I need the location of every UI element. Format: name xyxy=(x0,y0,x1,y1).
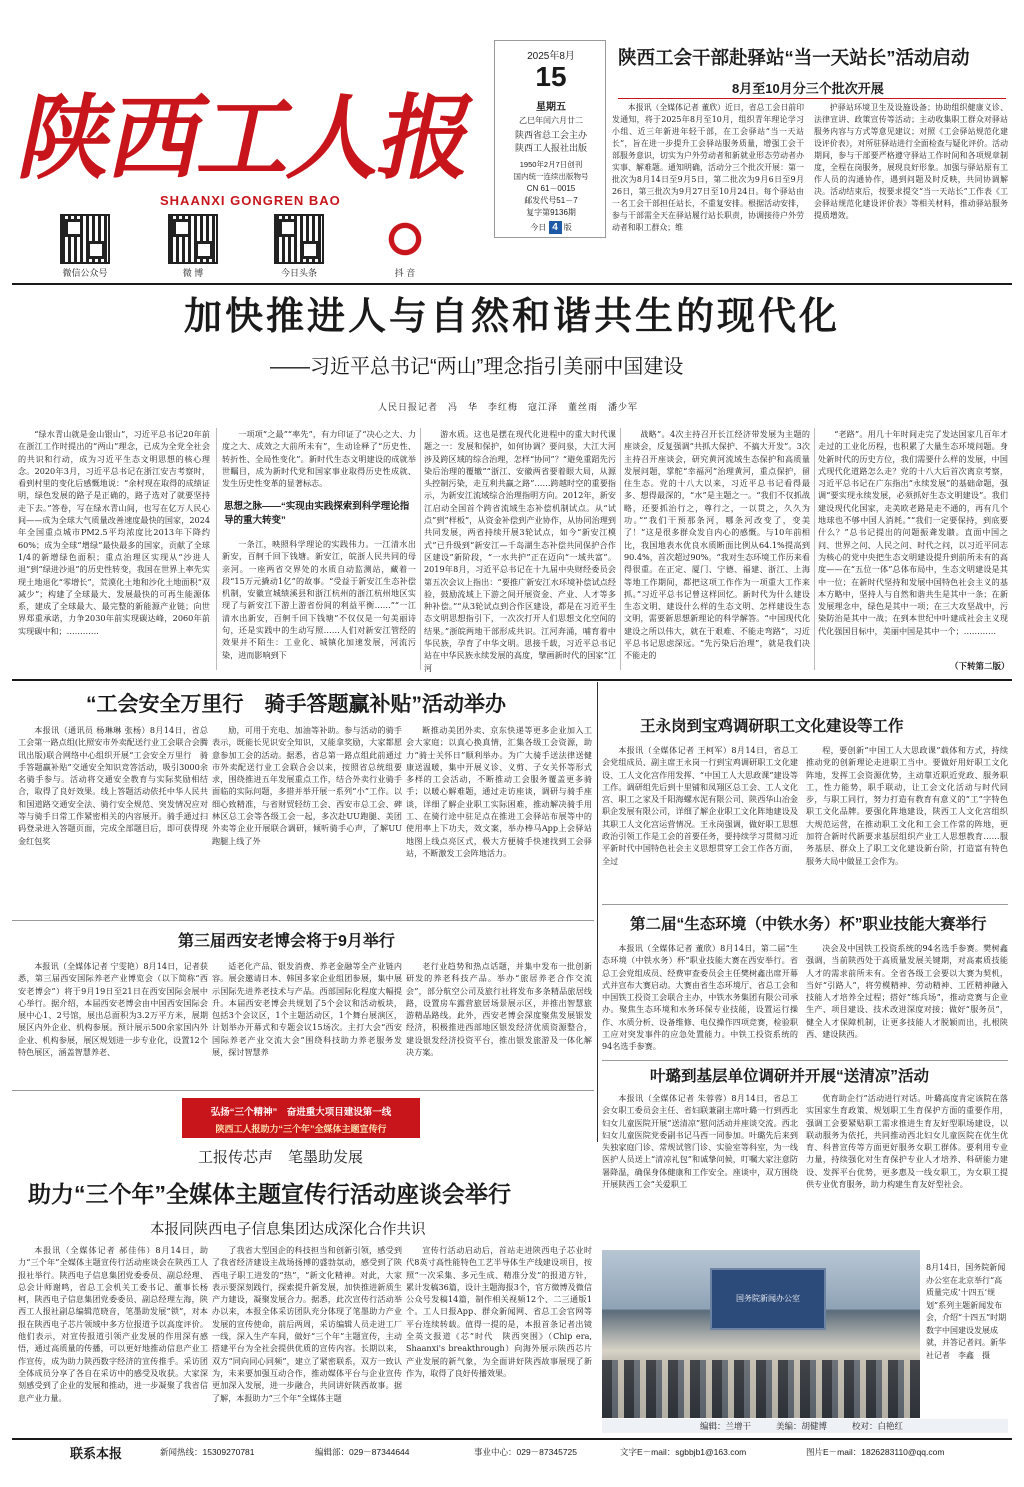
ye-story-column: 本报讯（全媒体记者 朱蓉蓉）8月14日，省总工会女职工委员会主任、省妇联兼副主席叶璐一行到西北妇女儿童医院开展“送清凉”慰问活动并座谈交流。西北妇女儿童医院党委副书记马西一同参加。叶璐先后来到失独家庭门诊、常规试管门诊、实验室等科室，为一线医护人员送上“清凉礼包”和诚挚问候，叮嘱大家注意防暑降温，确保身体健康和工作安全。座谈中，双方围绕开展陕西工会“关爱职工 xyxy=(602,1093,798,1190)
publisher: 陕西工人报社出版 xyxy=(514,143,587,153)
issue-day: 15 xyxy=(535,61,567,92)
lead-headline[interactable]: 加快推进人与自然和谐共生的现代化 xyxy=(183,296,840,338)
footer-hotline[interactable]: 新闻热线：15309270781 xyxy=(160,1447,255,1457)
ride-story-headline[interactable]: “工会安全万里行 骑手答题赢补贴”活动举办 xyxy=(86,693,506,716)
masthead-english: SHAANXI GONGREN BAO xyxy=(160,193,341,208)
issue-weekday: 星期五 xyxy=(536,102,566,113)
masthead-title: 陕西工人报 xyxy=(10,84,484,192)
issn-label: 国内统一连续出版物号 xyxy=(513,172,589,181)
ye-story-column: 优育助企行”活动进行对话。叶璐高度肯定该院在落实国家生育政策、规划职工生育保护方面的重要作用，强调工会要紧贴职工需求推进生育友好型职场建设，以联动服务为依托，共同推动西北妇女儿童医院在优生优育、科普宣传等方面更好服务女职工群体。要利用专业力量，持续强化对生育保护专业人才培养、科研能力建设、发挥平台优势，更多惠及一线女职工，为女职工提供专业优育服务，助力构建生育友好型社会。 xyxy=(806,1093,1008,1190)
press-conference-photo[interactable] xyxy=(602,1250,920,1418)
ride-story-column: 本报讯（通讯员 杨琳琳 张杨）8月14日，省总工会第一路点组(比照安市外卖配送行业工会联合会腾讯出版)联合网络中心组织开展“工会安全万里行 骑手答题赢补贴”交通安全知识竞答活动，吸引3000余名骑手参与。活动将交通安全教育与实际奖励相结合，取得了良好效果。线上答题活动依托中华人民共和国道路交通安全法、骑行安全规范、突发情况应对等与骑手日常工作紧密相关的内容展开。骑手通过扫码登录进入答题页面，完成全部题目后，即可获得现金红包奖 xyxy=(18,725,208,846)
forum-story-column: 宣传行活动启动后，首站走进陕西电子芯业时代8英寸高性能特色工艺半导体生产线建设项目，按照“一次采集、多元生成、精准分发”的报道方针，累计发稿36篇，设计主题海报3个，官方微博及微信公众号发稿14篇，制作相关视频12个、二三通版1个。工人日报App、群众新闻网、省总工会官网等平台连续转载。值得一提的是，本报首条记者出镜全英文报道《芯”时代 陕西突围》（Chip era, Shaanxi's breakthrough）向海外展示陕西芯片产业发展的新气象，为全面讲好陕西故事展现了新作为，取得了良好传播效果。 xyxy=(406,1245,592,1378)
forum-story-column: 本报讯（全媒体记者 郝佳伟）8月14日，助力“三个年”全媒体主题宣传行活动座谈会在陕西工人报社举行。陕西电子信息集团党委委员、副总经理、总会计师谢鸣，省总工会机关工委书记、董事长杨柯，陕西电子信息集团党委委员、副总经理左海，陕西工人报社副总编辑范晓音，笔墨助发展“锁”，对本报在陕西电子芯片领域中多方位报道予以高度评价。他们表示，对宣传报道引领产业发展的作用深有感悟，通过高质量的传播，可以更好地推动信息产业工作宣传，成为助力陕西数字经济的宣传推手。采访团全体成员分享了各自在采访中的感受及收获。大家深刻感受到了企业的发展和推动，进一步凝聚了我省信息产业力量。 xyxy=(18,1245,208,1403)
page-count-suffix: 版 xyxy=(563,223,572,232)
screen-backdrop: 国务院新闻办公室 xyxy=(710,1268,826,1330)
qr-label: 抖 音 xyxy=(394,268,416,278)
ride-story-column: 断推动美团外卖、京东快递等更多企业加入工会大家庭；以真心换真情，汇集各级工会资源，助力“骑士关怀日”顺利举办。为广大骑手送法律送健康送温暖，集中开展义诊、义剪、子女关怀等形式多样的工会活动，不断推动工会服务覆盖更多骑手；以暖心解难题，通过走访座谈，调研与骑手座谈，详细了解企业职工实际困难，推动解决骑手用工、在骑行途中驻足点在推进工会驿站布展等中的使用率上下功夫，效文案，举办棒马App上会驿站地图上线点亮区式，极大方便骑手快速找到工会驿站，不断激发工会阵地活力。 xyxy=(406,725,592,858)
qr-label: 微 博 xyxy=(182,268,204,278)
founded-date: 1950年2月7日创刊 xyxy=(519,160,583,169)
campaign-banner-line: 陕西工人报助力“三个年”全媒体主题宣传行 xyxy=(215,1124,387,1134)
eco-story-column: 本报讯（全媒体记者 董欣）8月14日，第二届“生态环境（中铁水务）杯”职业技能大赛在西安举行。省总工会党组成员、经费审查委员会主任樊树鑫出席开幕式并宣布大赛启动。大赛由省生态环境厅、省总工会和中国铁工投资工会联合主办，中铁水务集团有限公司承办。聚焦生态环境和水务环保专业技能，设置运行操作、水质分析、设备维修、电仪操作四项竞赛，检验职工应对突发事件的应急处置能力。中铁工投资系统的94名选手参赛。 xyxy=(602,943,798,1052)
proofreader-credit: 校对：白艳红 xyxy=(852,1421,904,1431)
footer-business-phone[interactable]: 事业中心：029－87345725 xyxy=(474,1447,578,1457)
ye-story-headline[interactable]: 叶璐到基层单位调研并开展“送清凉”活动 xyxy=(650,1068,930,1085)
lead-section-quote: 思想之脉——“实现由实践探索到科学理论指导的重大转变” xyxy=(224,501,410,526)
top-story-headline[interactable]: 陕西工会干部赴驿站“当一天站长”活动启动 xyxy=(618,47,970,68)
footer-editorial-phone[interactable]: 编辑部：029－87344644 xyxy=(315,1447,410,1457)
lead-byline: 人民日报记者 冯 华 李红梅 寇江泽 董丝雨 潘少军 xyxy=(378,403,639,413)
forum-kicker: 工报传芯声 笔墨助发展 xyxy=(198,1149,364,1166)
eco-story-headline[interactable]: 第二届“生态环境（中铁水务）杯”职业技能大赛举行 xyxy=(630,916,987,933)
weibo-qr-code[interactable] xyxy=(168,214,218,264)
postal-code: 邮发代号51－7 xyxy=(524,196,578,205)
expo-story-column: 本报讯（全媒体记者 宁雯艳）8月14日，记者获悉，第三届西安国际养老产业博览会（以下简称“西安老博会”）将于9月19日至21日在西安国际会展中心举行。据介绍，本届西安老博会由中国西安国际会展中心1、2号馆，展出总面积为3.2万平方米，展期展区内外企业、机构参展。预计展示500余家国内外企业、机构参展，展区规划进一步专业化，设置12个特色展区，涵盖智慧养老、 xyxy=(18,961,208,1058)
qr-label: 微信公众号 xyxy=(62,268,108,278)
wang-story-column: 程，要创新“中国工人大思政课”载体和方式，持续推动党的创新理论走进职工当中。要做好用好职工文化阵地，发挥工会资源优势，主动靠近职近党政、服务职工，性力能势，职手联动，让工会文化活动与时代同步，与职工同行，努力打造有教育有意义的“工”字特色职工文化品牌。要强化阵地建设，陕西工人文化宫组织大规范运营，在推动职工文化和工会工作常的阵地，更加符合新时代新要求基层组织产业工人思想教育……服务基层、群众上了职工文化建设新台阶，打造富有特色服务大局中做显工会作为。 xyxy=(806,745,1008,866)
campaign-banner[interactable] xyxy=(182,1098,420,1138)
toutiao-qr-code[interactable] xyxy=(274,214,324,264)
footer-photo-email[interactable]: 图片E－mail：1826283110@qq.com xyxy=(806,1447,945,1457)
lead-column-4: 战略”。4次主持召开长江经济带发展为主题的座谈会，反复强调“共抓大保护、不搞大开发”。3次主持召开座谈会，研究黄河流域生态保护和高质量发展问题，掌舵“幸福河”治理黄河，重点保护，留住生态。党的十八大以来，习近平总书记看得最多、想得最深的，“水”是主题之一。“我们不仅抓战略，还要抓治行之，尊行之，一以贯之，久久为功。”“我们干预那条河，哪条河改变了，变美了！”这是很多群众发自内心的感慨。与10年前相比，我国地表水优良水质断面比例从64.1%提高到90.4%，首次超过90%。“我对生态环境工作历来看得很重。在正定、厦门、宁德、福建、浙江、上海等地工作期间，都把这项工作作为一项重大工作来抓。”习近平总书记曾这样回忆。新时代为什么建设生态文明、建设什么样的生态文明、怎样建设生态文明，需要新思想新理论的科学解答。“中国现代化建设之所以伟大，就在于艰难、不能走弯路”，习近平总书记思虑深远。“先污染后治理”，就是我们决不能走的 xyxy=(624,429,810,661)
lead-column-3: 游水质。这也是摆在现代化进程中的重大时代课题之一：发展和保护，如何协调？要问泉，大江大河涉及跨区域的综合治理，怎样“协同”？“避免重蹈先污染后治理的覆辙”“浙江、安徽两省要着眼大局，从源头控制污染，走互利共赢之路”……跨越时空的重要指示，为新安江流域综合治理指明方向。2012年，新安江启动全国首个跨省流域生态补偿机制试点。从“试点”到“样板”，从资金补偿到产业协作，从协同治理到共同发展，两省持续开展3轮试点，如今“新安江模式”已升级到“新安江—千岛湖生态补偿共同保护合作区建设”新阶段，“一水共护”正在迈向“一域共富”。2019年8月，习近平总书记在十九届中央财经委员会第五次会议上指出：“要推广新安江水环境补偿试点经验，鼓励流域上下游之间开展资金、产业、人才等多种补偿。”“从3轮试点到合作区建设，都是在习近平生态文明思想指引下，一次次打开人们思想文化空间的结果。”浙皖两地干部形成共识。江河奔涌，哺育着中华民族，孕育了中华文明。思接千载，习近平总书记站在中华民族永续发展的高度，擘画新时代的国家“江河 xyxy=(424,429,616,672)
lead-column-2: 一项项“之最”“率先”，有力印证了“决心之大、力度之大、成效之大前所未有”，生动诠释了“历史性、转折性、全局性变化”。新时代生态文明建设的成就举世瞩目，成为新时代党和国家事业取得历史性成就、发生历史性变革的显著标志。 xyxy=(222,429,416,489)
audience-silhouettes xyxy=(602,1360,920,1418)
forum-story-headline[interactable]: 助力“三个年”全媒体主题宣传行活动座谈会举行 xyxy=(28,1181,511,1207)
lead-column-2b: 一条江，映照科学理论的实践伟力。一江清水出新安，百舸千回下钱塘。新安江，皖浙人民共同的母亲河。一座两省交界处的水质自动监测站，藏着一段“15万元撬动1亿”的故事。“受益于新安江生态补偿机制，安徽宣城绩溪县和浙江杭州的浙江杭州地区实现了与新安江下游上游省份间的利益平衡……”“一江清水出新安，百舸千回下钱塘”不仅仅是一句美丽诗句，还是实践中的生动写照……人们对新安江管经的效果并不陌生：工业化、城镇化加速发展，河流污染，进而影响到下 xyxy=(222,539,416,660)
editor-credits xyxy=(602,1419,1008,1433)
wang-story-headline[interactable]: 王永岗到宝鸡调研职工文化建设等工作 xyxy=(640,718,904,735)
expo-story-headline[interactable]: 第三届西安老博会将于9月举行 xyxy=(178,933,395,950)
wechat-qr-code[interactable] xyxy=(60,214,110,264)
photo-caption: 8月14日，国务院新闻办公室在北京举行“高质量完成‘十四五’规划”系列主题新闻发布会，介绍“十四五”时期数字中国建设发展成就，并答记者问。新华社记者 李鑫 摄 xyxy=(926,1263,1007,1360)
eco-story-column: 决会及中国铁工投资系统的94名选手参赛。樊树鑫强调，当前陕西处于高质量发展关键期，对高素质技能人才的需求前所未有。全省各级工会要以大赛为契机，当好“引路人”，将劳模精神、劳动精神、工匠精神融入技能人才培养全过程；搭好“练兵场”，推动竞赛与企业生产、项目建设、技术改进深度对接；做好“服务员”，健全人才保障机制，让更多技能人才脱颖而出，扎根陕西、建设陕西。 xyxy=(806,943,1008,1040)
footer-text-email[interactable]: 文字E－mail：sgbbjb1@163.com xyxy=(620,1447,747,1457)
ride-story-column: 励，可用于充电、加油等补助。参与活动的骑手表示，既能长见识安全知识，又能拿奖励，大家都愿意参加工会的活动。据悉，省总第一路点组此前通过市外卖配送行业工会联合会以来，按照省总统组要求，围绕推进五年发展重点工作，结合外卖行业骑手面临的实际问题，多措并举开展一系列“小”工作。以细心致精准，与省财贸轻纺工会、西安市总工会、碑林区总工会等各级工会一起，多次赴UU跑腿、美团外卖等企业开展联合调研，倾听骑手心声，了解UU跑腿上线了外 xyxy=(212,725,402,846)
douyin-logo[interactable] xyxy=(380,214,430,264)
lunar-date: 乙巳年闰六月廿二 xyxy=(519,116,583,125)
lead-column-5: “老路”。用几十年时间走完了发达国家几百年才走过的工业化历程，也积累了大量生态环境问题。身处新时代的历史方位，我们需要什么样的发展，中国式现代化道路怎么走？党的十八大后首次离京考察，习近平总书记在广东指出“永续发展”的基础命题，强调“要实现永续发展，必须抓好生态文明建设”。我们建设现代化国家，走美欧老路是走不通的，再有几个地球也不够中国人消耗。”“我们一定要保持，到底要什么？”总书记提出的问题振聋发聩。直面中国之问、世界之问、人民之问、时代之问，以习近平同志为核心的党中央把生态文明建设提升到前所未有的高度——在“五位一体”总体布局中，生态文明建设是其中一位；在新时代坚持和发展中国特色社会主义的基本方略中，坚持人与自然和谐共生是其中一条；在新发展理念中，绿色是其中一项；在三大攻坚战中，污染防治是其中一战；在到本世纪中叶建成社会主义现代化强国目标中，美丽中国是其中一个；………… xyxy=(818,429,1008,636)
expo-story-column: 适老化产品、银发消费、养老金融等全产业链内容。展会邀请日本、韩国多家企业组团参展，集中展示国际先进养老技术与产品。西部国际化程度大幅提升。本届西安老博会共规划了5个会议和活动板块，包括3个会议区，1个主题活动区，1个舞台展演区，计划举办开幕式和专题会议15场次。主打大会“西安国际养老产业交流大会”围绕科技助力养老服务发展，探讨智慧养 xyxy=(212,961,402,1058)
lead-column-1: “绿水青山就是金山银山”，习近平总书记20年前在浙江工作时提出的“两山”理念，已成为全党全社会的共识和行动，成为习近平生态文明思想的核心理念。2020年3月，习近平总书记在浙江安吉考察时，看到村里的变化后感慨地说：“余村现在取得的成绩证明，绿色发展的路子是正确的，路子选对了就要坚持走下去。”答卷，写在绿水青山间，也写在亿万人民心间——成为全球大气质量改善速度最快的国家，2024年全国重点城市PM2.5平均浓度比2013年下降约60%；成为全球“增绿”最快最多的国家，贡献了全球1/4的新增绿色面积；重点治理区实现从“沙进人退”到“绿进沙退”的历史性转变，我国在世界上率先实现土地退化“零增长”，荒漠化土地和沙化土地面积“双减少”；构建了全球最大、发展最快的可再生能源体系，建成了全球最大、最完整的新能源产业链；向世界郑重承诺，力争2030年前实现碳达峰，2060年前实现碳中和；………… xyxy=(18,429,210,636)
art-editor-credit: 美编：胡健博 xyxy=(776,1421,828,1431)
editor-credit: 编辑：兰增干 xyxy=(700,1421,752,1431)
continued-notice[interactable]: （下转第二版） xyxy=(950,661,1010,671)
lead-subhead: ——习近平总书记“两山”理念指引美丽中国建设 xyxy=(270,356,684,378)
page-count xyxy=(495,221,607,234)
page-count-number: 4 xyxy=(549,221,562,234)
page-count-prefix: 今日 xyxy=(530,223,547,232)
top-story-column: 本报讯（全媒体记者 董欣）近日，省总工会日前印发通知，将于2025年8月至10月，组织青年理论学习小组、近三年新进年轻干部，在工会驿站“当一天站长”，旨在进一步提升工会驿站服务质量，增强工会干部服务意识，切实为户外劳动者和新就业形态劳动者办实事、解难题。通知明确，活动分三个批次开展：第一批次为8月14日至9月5日，第二批次为9月6日至9月26日，第三批次为9月27日至10月24日。每个驿站由一名工会干部担任站长，不重复安排。根据活动安排，参与干部需全天在驿站履行站长职责，协调接待户外劳动者和职工群众；维 xyxy=(612,103,804,232)
footer-contact-label: 联系本报 xyxy=(70,1446,123,1461)
issue-number: 复字第9136期 xyxy=(526,208,576,217)
top-story-subhead: 8月至10月分三个批次开展 xyxy=(732,81,884,96)
forum-story-column: 了我省大型国企的科技担当和创新引领，感受到了我省经济建设主战场扬搏的盛勃氛动，感受到了陕西电子职工进发的“热”，“新文化精神。对此，大家表示要深刻践行，探索提升新发展，加快推进新质生产力建设，凝聚发展合力。据悉，此次宣传行活动举办以来，本报全体采访团队充分体现了笔墨助力产业发展的宣传使命，前后两周，采访编辑人员走进工厂一线，深入生产车间，做好“三个年”主题宣传，主动搭建平台为全社会提供优质的宣传内容。长期以来，双方“同向同心同频”，建立了紧密联系，双方一致认为，未来要加强互动合作，推动媒体平台与企业宣传更加深入发展，进一步融合，共同讲好陕西故事。据了解，本报助力“三个年”全媒体主题 xyxy=(212,1245,402,1403)
cn-number: CN 61－0015 xyxy=(526,184,576,193)
issue-info-box xyxy=(494,40,606,238)
forum-story-subhead: 本报同陕西电子信息集团达成深化合作共识 xyxy=(150,1222,426,1238)
expo-story-column: 老行业趋势和热点话题，并集中发布一批创新研发的养老科技产品。举办“旅居养老合作交流会”，部分航空公司及旅行社将发布多条精品旅居线路，设置房车露营旅居场景展示区，并推出智慧旅游精品路线。此外，西安老博会深度聚焦发展银发经济，积极推进西部地区银发经济优质资源整合，建设银发经济投资平台，推出银发旅游及一体化解决方案。 xyxy=(406,961,592,1058)
campaign-banner-line: 弘扬“三个精神” 奋进重大项目建设第一线 xyxy=(210,1107,392,1118)
sponsor: 陕西省总工会主办 xyxy=(514,130,587,140)
qr-label: 今日头条 xyxy=(280,268,317,278)
wang-story-column: 本报讯（全媒体记者 王柯军）8月14日，省总工会党组成员、副主席王永岗一行到宝鸡调研职工文化建设、工人文化宫作用发挥、“中国工人大思政课”建设等工作。调研组先后到十里铺和凤翔区总工会、工人文化宫、职工之家及千阳海螺水泥有限公司、陕西华山冶金职企发展有限公司，详细了解企业职工文化阵地建设及其职工人文化宫运营情况。王永岗强调，做好职工思想政治引领工作是工会的首要任务，要持续学习贯彻习近平新时代中国特色社会主义思想贯穿工会工作各方面，全过 xyxy=(602,745,798,866)
issue-year-month: 2025年8月 xyxy=(527,51,575,62)
top-story-column: 护驿站环境卫生及设施设备；协助组织健康义诊、法律宣讲、政策宣传等活动；主动收集职工群众对驿站服务内容与方式等意见建议；对照《工会驿站规范化建设评价表》，对所驻驿站进行全面检查与疑化评价。活动期间，参与干部要严格遵守驿站工作时间和各项规章制度，全程在岗服务，展现良好形象。加强与驿站原有工作人员的沟通协作，遇到问题及时反映，共同协调解决。活动结束后，按要求提交“当一天站长”工作表《工会驿站规范化建设评价表》等相关材料，推动驿站服务提质增效。 xyxy=(814,103,1008,220)
